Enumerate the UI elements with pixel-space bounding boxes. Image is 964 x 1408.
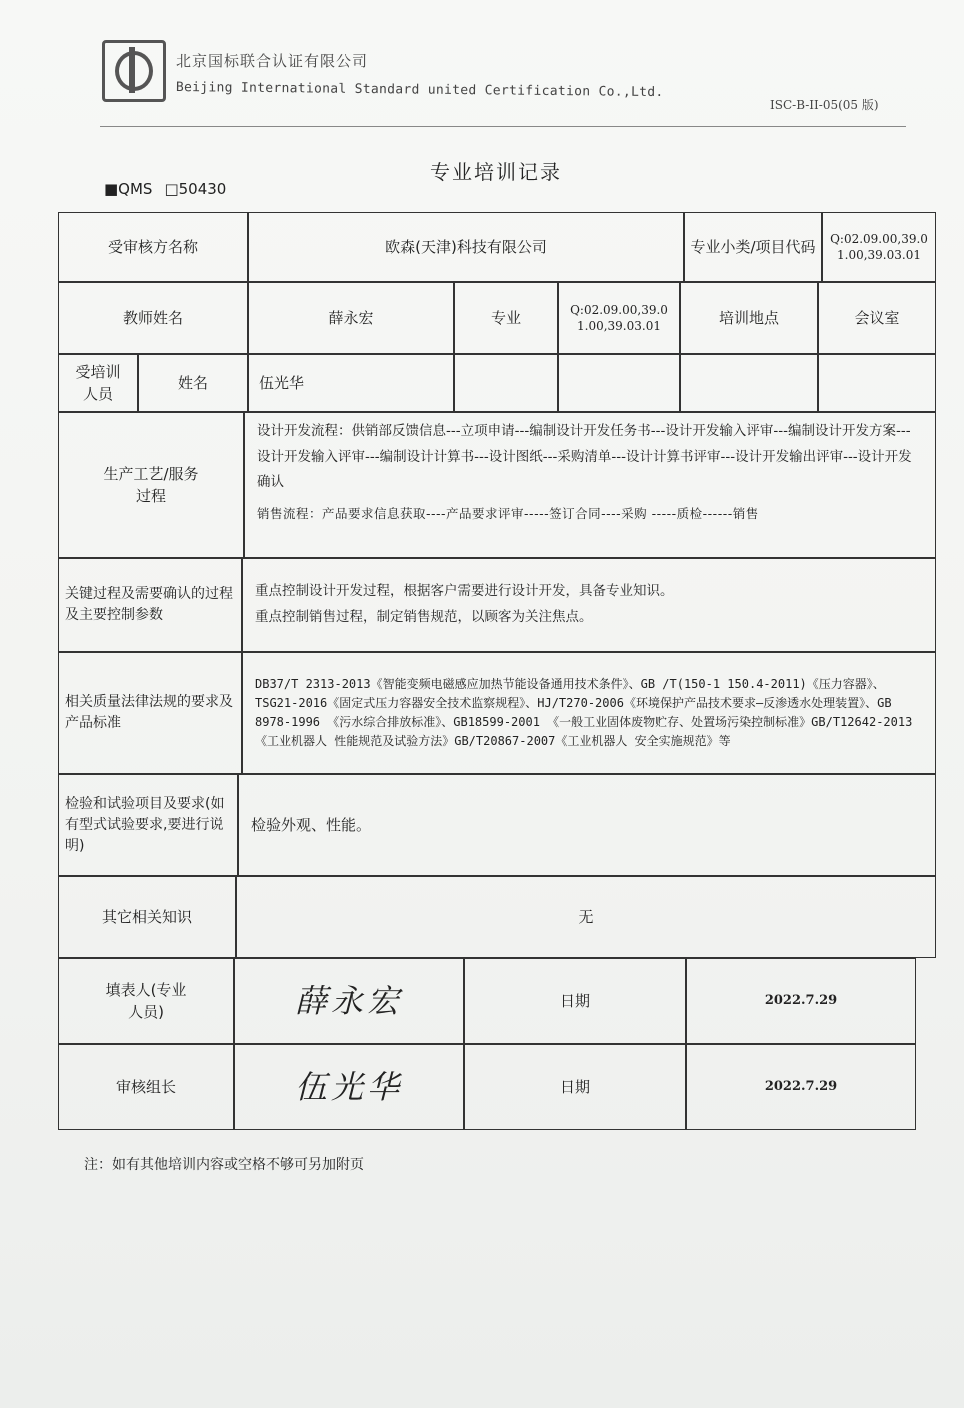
company-name-en: Beijing International Standard united Certification Co.,Ltd. xyxy=(175,80,664,101)
other-knowledge-label: 其它相关知识 xyxy=(58,876,236,958)
trainee-empty-1 xyxy=(454,354,558,412)
teacher-value: 薛永宏 xyxy=(248,282,454,354)
key-process-line-1: 重点控制设计开发过程，根据客户需要进行设计开发，具备专业知识。 xyxy=(255,583,674,600)
trainee-empty-4 xyxy=(818,354,936,412)
date-label-2: 日期 xyxy=(464,1044,686,1130)
auditee-value: 欧森(天津)科技有限公司 xyxy=(248,212,684,282)
process-label: 生产工艺/服务过程 xyxy=(58,412,244,558)
law-label: 相关质量法律法规的要求及产品标准 xyxy=(58,652,242,774)
location-label: 培训地点 xyxy=(680,282,818,354)
teacher-label: 教师姓名 xyxy=(58,282,248,354)
process-sales-flow: 销售流程：产品要求信息获取----产品要求评审-----签订合同----采购 -----质检------销售 xyxy=(257,505,759,521)
law-standards: DB37/T 2313-2013《智能变频电磁感应加热节能设备通用技术条件》、GB /T(150-1 150.4-2011)《压力容器》、TSG21-2016《固定式压力容器安全技术监察规程》、HJ/T270-2006《环境保护产品技术要求—反渗透水处理装置》、GB 8978-1996 《污水综合排放标准》、GB18599-2001 《一般工业固体废物贮存、处置场污染控制标准》GB/T12642-2013《工业机器人 性能规范及试验方法》GB/T20867-2007《工业机器人 安全实施规范》等 xyxy=(255,676,913,749)
trainee-empty-3 xyxy=(680,354,818,412)
standard-checkboxes xyxy=(104,180,238,198)
trainee-empty-2 xyxy=(558,354,680,412)
training-record-table xyxy=(58,212,936,1132)
filler-signature: 薛永宏 xyxy=(294,982,403,1020)
test-label: 检验和试验项目及要求(如有型式试验要求,要进行说明) xyxy=(58,774,238,876)
specialty-value: Q:02.09.00,39.01.00,39.03.01 xyxy=(558,282,680,354)
leader-signature-cell xyxy=(234,1044,464,1130)
trainee-label: 受培训人员 xyxy=(58,354,138,412)
key-process-content xyxy=(242,558,936,652)
date-value-2: 2022.7.29 xyxy=(686,1044,916,1130)
process-content xyxy=(244,412,936,558)
key-process-label: 关键过程及需要确认的过程及主要控制参数 xyxy=(58,558,242,652)
trainee-name: 伍光华 xyxy=(248,354,454,412)
header-divider xyxy=(100,126,906,127)
process-design-flow: 设计开发流程：供销部反馈信息---立项申请---编制设计开发任务书---设计开发输入评审---编制设计开发方案---设计开发输入评审---编制设计计算书---设计图纸---采购清单---设计计算书评审---设计开发输出评审---设计开发确认 xyxy=(257,423,912,491)
specialty-label: 专业 xyxy=(454,282,558,354)
leader-label: 审核组长 xyxy=(58,1044,234,1130)
document-title: 专业培训记录 xyxy=(430,160,562,184)
company-name-cn: 北京国标联合认证有限公司 xyxy=(176,52,369,70)
std-50430-checkbox: □50430 xyxy=(164,180,227,198)
location-value: 会议室 xyxy=(818,282,936,354)
law-content xyxy=(242,652,936,774)
date-value-1: 2022.7.29 xyxy=(686,958,916,1044)
category-value: Q:02.09.00,39.01.00,39.03.01 xyxy=(822,212,936,282)
leader-signature: 伍光华 xyxy=(294,1068,403,1106)
filler-signature-cell xyxy=(234,958,464,1044)
filler-label: 填表人(专业人员) xyxy=(58,958,234,1044)
date-label-1: 日期 xyxy=(464,958,686,1044)
other-knowledge-value: 无 xyxy=(236,876,936,958)
category-label: 专业小类/项目代码 xyxy=(684,212,822,282)
company-logo-icon xyxy=(102,40,166,102)
document-code: ISC-B-II-05(05 版) xyxy=(770,98,879,112)
auditee-label: 受审核方名称 xyxy=(58,212,248,282)
test-value: 检验外观、性能。 xyxy=(238,774,936,876)
qms-checkbox: ■QMS xyxy=(104,180,153,198)
name-label: 姓名 xyxy=(138,354,248,412)
key-process-line-2: 重点控制销售过程，制定销售规范，以顾客为关注焦点。 xyxy=(255,609,593,625)
footnote: 注：如有其他培训内容或空格不够可另加附页 xyxy=(84,1157,364,1173)
